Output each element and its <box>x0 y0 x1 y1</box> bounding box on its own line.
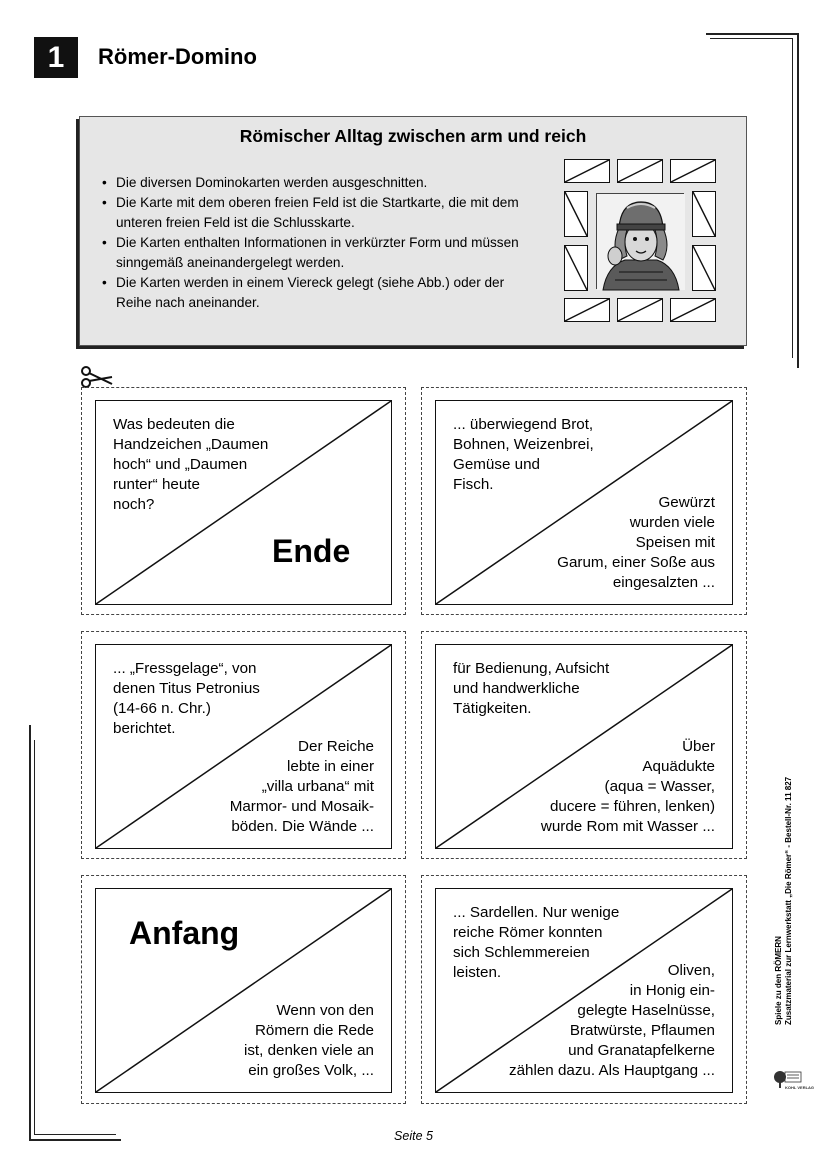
frame-line-bottom-left-v1 <box>29 725 31 1140</box>
mini-card <box>692 245 716 291</box>
publisher-logo <box>772 1068 815 1092</box>
mini-card <box>617 298 663 322</box>
instructions-box <box>79 116 747 346</box>
page-title: Römer-Domino <box>98 44 257 69</box>
domino-card <box>95 644 392 849</box>
instructions-list <box>102 173 542 313</box>
card-top-text: ... „Fressgelage“, von denen Titus Petronius (14-66 n. Chr.) berichtet. <box>113 660 260 737</box>
instruction-item: • Die Karten enthalten Informationen in verkürzter Form und müssen sinngemäß aneinandergelegt werden. <box>102 233 542 273</box>
card-bottom-text: Oliven, in Honig ein- gelegte Haselnüsse, Bratwürste, Pflaumen und Granatapfelkerne zählen dazu. Als Hauptgang ... <box>508 962 715 1079</box>
instruction-item: • Die Karte mit dem oberen freien Feld ist die Startkarte, die mit dem unteren freien Feld ist die Schlusskarte. <box>102 193 542 233</box>
side-imprint-line2: Zusatzmaterial zur Lernwerkstatt „Die Römer“ - Bestell-Nr. 11 827 <box>784 776 793 1025</box>
chapter-number: 1 <box>34 37 78 78</box>
instruction-item: • Die diversen Dominokarten werden ausgeschnitten. <box>102 173 542 193</box>
card-bottom-text: Wenn von den Römern die Rede ist, denken viele an ein großes Volk, ... <box>243 1002 374 1079</box>
mini-card <box>564 191 588 237</box>
mini-card <box>564 298 610 322</box>
mini-card <box>692 191 716 237</box>
mini-card <box>670 298 716 322</box>
page-number: Seite 5 <box>394 1129 433 1143</box>
domino-card <box>435 400 733 605</box>
scissors-icon <box>80 365 114 389</box>
domino-card <box>435 888 733 1093</box>
mini-card <box>670 159 716 183</box>
side-imprint-line1: Spiele zu den RÖMERN <box>774 936 783 1025</box>
mini-card <box>564 245 588 291</box>
roman-soldier-illustration <box>596 193 684 289</box>
frame-line-top-right-v2 <box>792 38 793 358</box>
frame-line-bottom-left-v2 <box>34 740 35 1135</box>
card-bottom-text: Über Aquädukte (aqua = Wasser, ducere = führen, lenken) wurde Rom mit Wasser ... <box>540 738 715 835</box>
mini-card <box>564 159 610 183</box>
card-top-text: ... überwiegend Brot, Bohnen, Weizenbrei, Gemüse und Fisch. <box>453 416 594 493</box>
domino-card <box>95 888 392 1093</box>
mini-card <box>617 159 663 183</box>
frame-line-top-right-h1 <box>706 33 798 35</box>
card-top-text: Was bedeuten die Handzeichen „Daumen hoch“ und „Daumen runter“ heute noch? <box>113 416 269 513</box>
domino-card <box>435 644 733 849</box>
instructions-heading: Römischer Alltag zwischen arm und reich <box>239 126 587 146</box>
card-end-label: Ende <box>272 533 351 569</box>
card-start-label: Anfang <box>129 915 240 951</box>
card-bottom-text: Gewürzt wurden viele Speisen mit Garum, einer Soße aus eingesalzten ... <box>557 494 715 591</box>
side-imprint <box>774 777 794 1025</box>
card-bottom-text: Der Reiche lebte in einer „villa urbana“ mit Marmor- und Mosaik- böden. Die Wände ... <box>229 738 374 835</box>
domino-card <box>95 400 392 605</box>
instruction-item: • Die Karten werden in einem Viereck gelegt (siehe Abb.) oder der Reihe nach aneinander. <box>102 273 542 313</box>
card-top-text: ... Sardellen. Nur wenige reiche Römer konnten sich Schlemmereien leisten. <box>453 904 620 981</box>
publisher-name: KOHL VERLAG <box>785 1085 815 1090</box>
frame-line-top-right-v1 <box>797 33 799 368</box>
card-top-text: für Bedienung, Aufsicht und handwerkliche Tätigkeiten. <box>453 660 610 717</box>
frame-line-top-right-h2 <box>710 38 792 39</box>
